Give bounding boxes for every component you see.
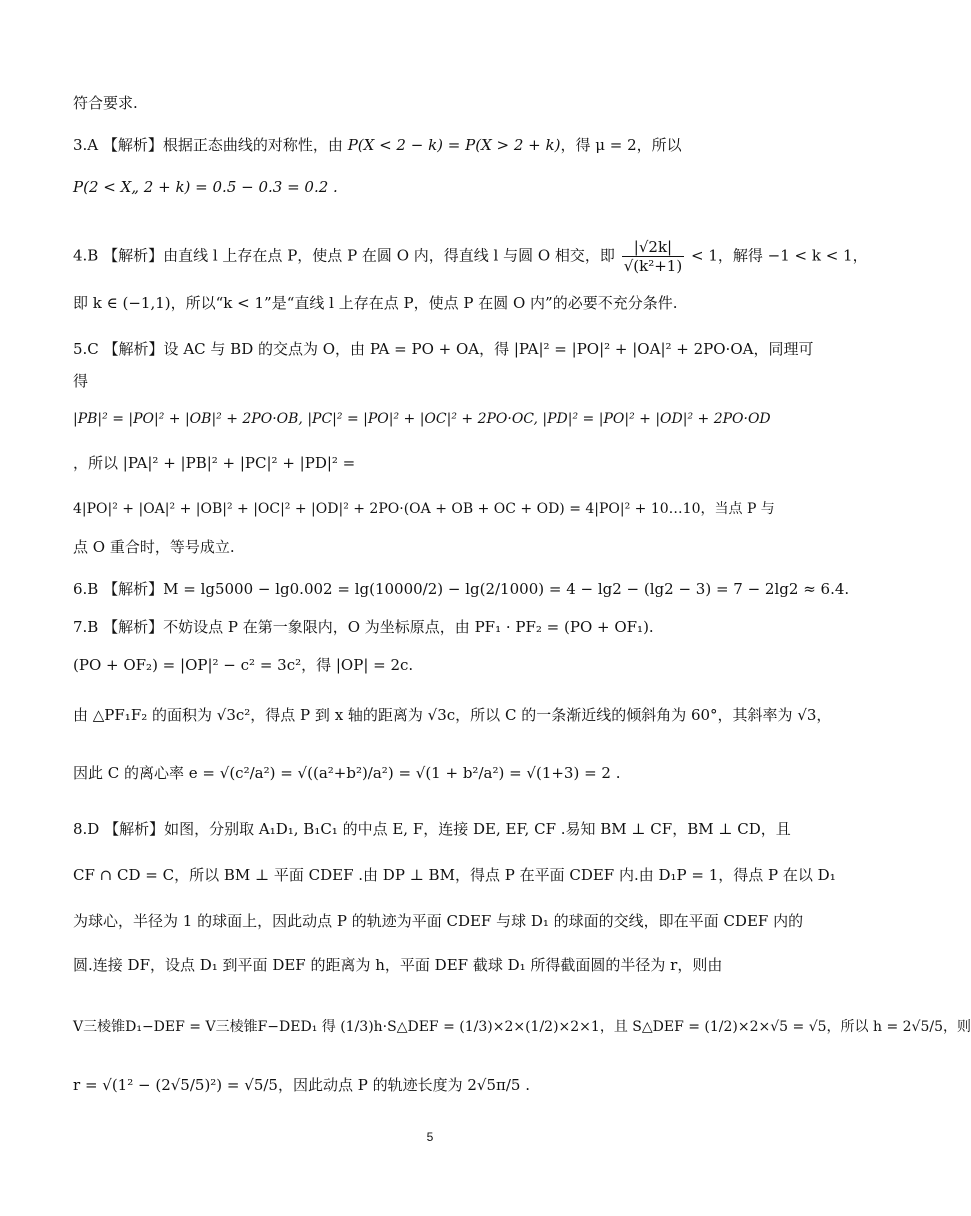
text-line: 6.B 【解析】M = lg5000 − lg0.002 = lg(10000/2) − lg(2/1000) = 4 − lg2 − (lg2 − 3) = 7 − 2lg2 ≈ 6.4. (73, 580, 850, 598)
text-line: 3.A 【解析】根据正态曲线的对称性，由 P(X < 2 − k) = P(X > 2 + k)，得 μ = 2，所以 (73, 136, 682, 154)
text-line: (PO + OF₂) = |OP|² − c² = 3c²，得 |OP| = 2c. (73, 656, 414, 674)
text-line: 8.D 【解析】如图，分别取 A₁D₁, B₁C₁ 的中点 E, F，连接 DE, EF, CF .易知 BM ⊥ CF，BM ⊥ CD，且 (73, 820, 791, 838)
text-line: CF ∩ CD = C，所以 BM ⊥ 平面 CDEF .由 DP ⊥ BM，得点 P 在平面 CDEF 内.由 D₁P = 1，得点 P 在以 D₁ (73, 866, 836, 884)
text-line: ，所以 |PA|² + |PB|² + |PC|² + |PD|² = (73, 454, 356, 472)
text-line: V三棱锥D₁−DEF = V三棱锥F−DED₁ 得 (1/3)h·S△DEF = (1/3)×2×(1/2)×2×1，且 S△DEF = (1/2)×2×√5 = √5，所以 h = 2√5/5，则 (73, 1019, 971, 1035)
text-line: 7.B 【解析】不妨设点 P 在第一象限内，O 为坐标原点，由 PF₁ · PF₂ = (PO + OF₁). (73, 618, 654, 636)
text-line: 得 (73, 372, 89, 390)
text-line: 点 O 重合时，等号成立. (73, 538, 235, 556)
text-line: 4|PO|² + |OA|² + |OB|² + |OC|² + |OD|² + 2PO·(OA + OB + OC + OD) = 4|PO|² + 10…10，当点 P 与 (73, 501, 775, 517)
text-line: P(2 < X„ 2 + k) = 0.5 − 0.3 = 0.2 . (73, 178, 338, 196)
text-line: 圆.连接 DF，设点 D₁ 到平面 DEF 的距离为 h，平面 DEF 截球 D₁ 所得截面圆的半径为 r，则由 (73, 956, 723, 974)
text-line: 为球心，半径为 1 的球面上，因此动点 P 的轨迹为平面 CDEF 与球 D₁ 的球面的交线，即在平面 CDEF 内的 (73, 912, 804, 930)
text-line: 由 △PF₁F₂ 的面积为 √3c²，得点 P 到 x 轴的距离为 √3c，所以 C 的一条渐近线的倾斜角为 60°，其斜率为 √3， (73, 706, 832, 724)
text-line: |PB|² = |PO|² + |OB|² + 2PO·OB, |PC|² = |PO|² + |OC|² + 2PO·OC, |PD|² = |PO|² + |OD|² + 2PO·OD (73, 411, 771, 427)
text-line: 5.C 【解析】设 AC 与 BD 的交点为 O，由 PA = PO + OA，得 |PA|² = |PO|² + |OA|² + 2PO·OA，同理可 (73, 340, 814, 358)
text-line: 即 k ∈ (−1,1)，所以“k < 1”是“直线 l 上存在点 P，使点 P 在圆 O 内”的必要不充分条件. (73, 294, 678, 312)
text-line: 因此 C 的离心率 e = √(c²/a²) = √((a²+b²)/a²) = √(1 + b²/a²) = √(1+3) = 2 . (73, 764, 621, 782)
page-number: 5 (426, 1130, 434, 1144)
text-line: r = √(1² − (2√5/5)²) = √5/5，因此动点 P 的轨迹长度为 2√5π/5 . (73, 1076, 530, 1094)
fraction: $\frac{|√2k|}{\text{√(k²+1)}}$ (623, 238, 683, 275)
text-line: 4.B 【解析】由直线 l 上存在点 P，使点 P 在圆 O 内，得直线 l 与圆 O 相交，即 $\frac{|√2k|}{\text{√(k²+1)}}$ < 1，解得 −1 < k < 1， (73, 238, 868, 275)
text-line: 符合要求. (73, 94, 138, 112)
